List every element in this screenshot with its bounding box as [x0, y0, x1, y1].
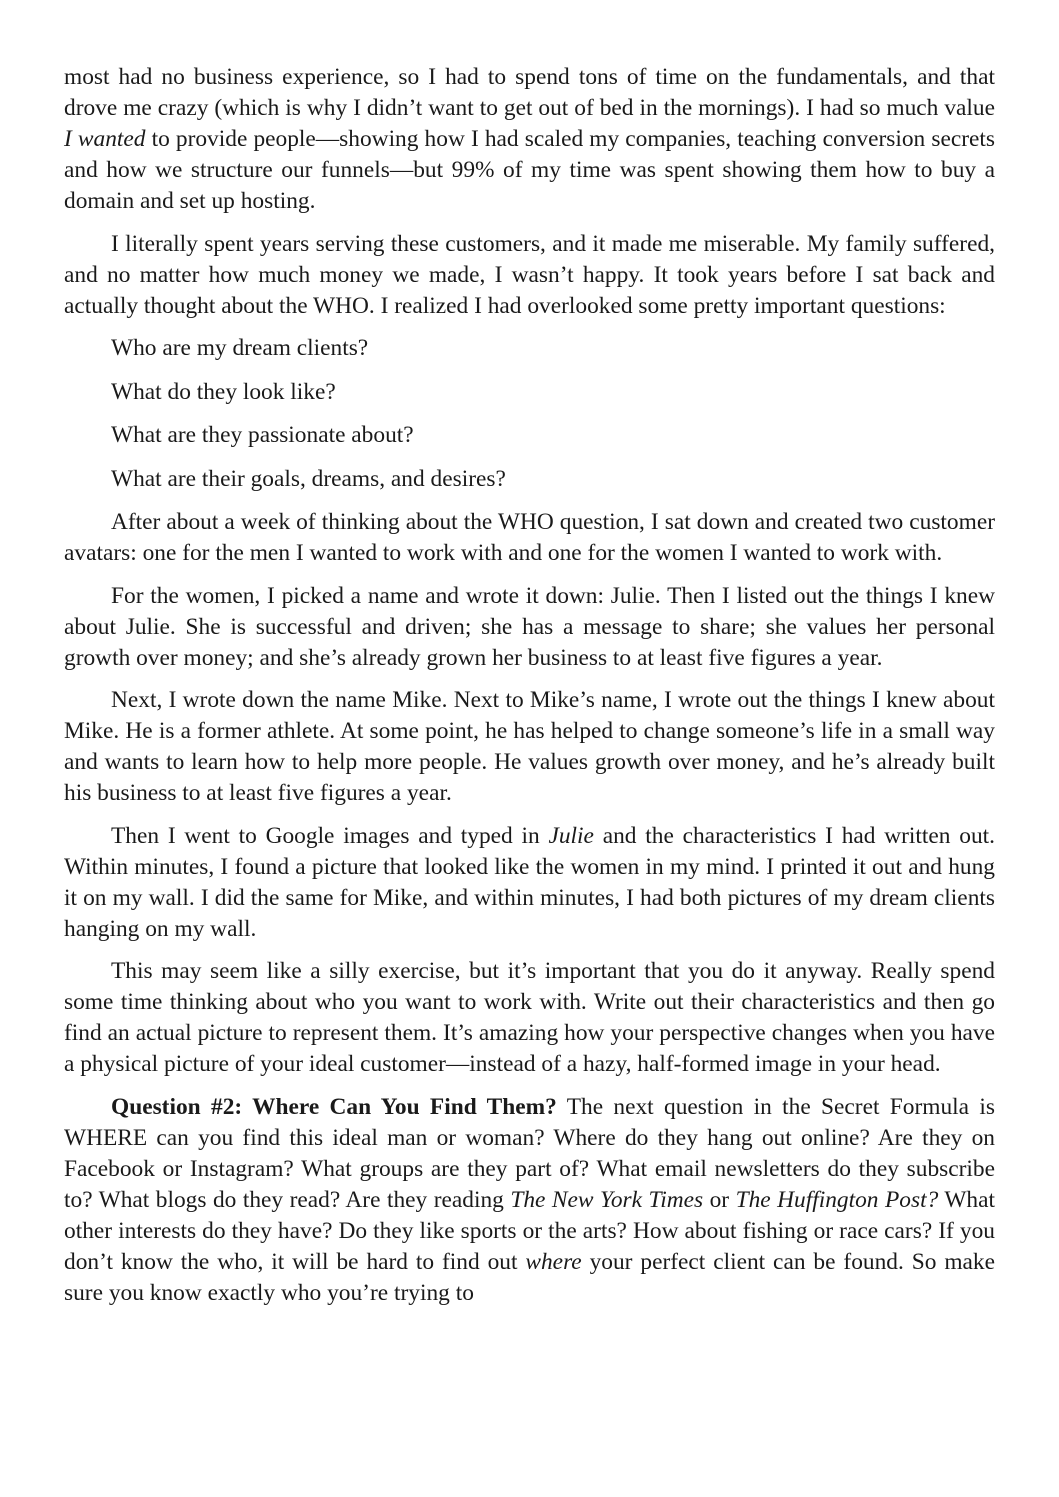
- paragraph-google-images: [64, 821, 995, 945]
- paragraph-business-experience: [64, 62, 995, 217]
- paragraph-julie: For the women, I picked a name and wrote it down: Julie. Then I listed out the things I knew about Julie. She is successful and driven; she has a message to share; she values her personal growth over money; and she’s already grown her business to at least five figures a year.: [64, 582, 995, 671]
- text-run: What other interests do they have? Do they like sports or the arts? How about fishing or race cars? If you don’t know the who, it will be hard to find out: [64, 1186, 995, 1275]
- paragraph-question-2: [64, 1092, 995, 1309]
- paragraph-silly-exercise: This may seem like a silly exercise, but it’s important that you do it anyway. Really spend some time thinking about who you want to work with. Write out their characteristics and then go find an actual picture to represent them. It’s amazing how your perspective changes when you have a physical picture of your ideal customer—instead of a hazy, half-formed image in your head.: [64, 958, 995, 1077]
- paragraph-mike: Next, I wrote down the name Mike. Next to Mike’s name, I wrote out the things I knew about Mike. He is a former athlete. At some point, he has helped to change someone’s life in a small way and wants to learn how to help more people. He values growth over money, and he’s already built his business to at least five figures a year.: [64, 687, 995, 806]
- text-run: to provide people—showing how I had scaled my companies, teaching conversion secrets and how we structure our funnels—but 99% of my time was spent showing them how to buy a domain and set up hosting.: [64, 126, 995, 214]
- emphasis-i-wanted: I wanted: [64, 126, 146, 152]
- question-dream-clients: Who are my dream clients?: [111, 335, 369, 361]
- question-passionate: What are they passionate about?: [111, 422, 414, 448]
- text-run: Then I went to Google images and typed in: [111, 822, 549, 849]
- text-run: The next question in the Secret Formula is WHERE can you find this ideal man or woman? Where do they hang out online? Are they on Facebook or Instagram? What groups are they part of? What email newsletters do they subscribe to? What blogs do they read? Are they reading: [64, 1093, 995, 1213]
- question-goals: What are their goals, dreams, and desires?: [111, 465, 506, 492]
- book-page: [64, 62, 995, 1309]
- section-heading-question-2: Question #2: Where Can You Find Them?: [111, 1093, 557, 1120]
- emphasis-julie: Julie: [548, 822, 594, 849]
- emphasis-huffington-post: The Huffington Post?: [735, 1186, 939, 1213]
- text-run: and the characteristics I had written out. Within minutes, I found a picture that looked like the women in my mind. I printed it out and hung it on my wall. I did the same for Mike, and within minutes, I had both pictures of my dream clients hanging on my wall.: [64, 822, 995, 942]
- paragraph-customer-avatars: After about a week of thinking about the WHO question, I sat down and created two customer avatars: one for the men I wanted to work with and one for the women I wanted to work with.: [64, 509, 995, 566]
- emphasis-nyt: The New York Times: [510, 1186, 704, 1213]
- text-run: most had no business experience, so I had to spend tons of time on the fundamentals, and that drove me crazy (which is why I didn’t want to get out of bed in the mornings). I had so much value: [64, 64, 995, 121]
- text-run: or: [703, 1186, 736, 1213]
- paragraph-years-serving: I literally spent years serving these customers, and it made me miserable. My family suffered, and no matter how much money we made, I wasn’t happy. It took years before I sat back and actually thought about the WHO. I realized I had overlooked some pretty important questions:: [64, 230, 995, 319]
- emphasis-where: where: [525, 1248, 582, 1275]
- question-look-like: What do they look like?: [111, 378, 336, 405]
- text-run: your perfect client can be found. So make sure you know exactly who you’re trying to: [64, 1248, 995, 1306]
